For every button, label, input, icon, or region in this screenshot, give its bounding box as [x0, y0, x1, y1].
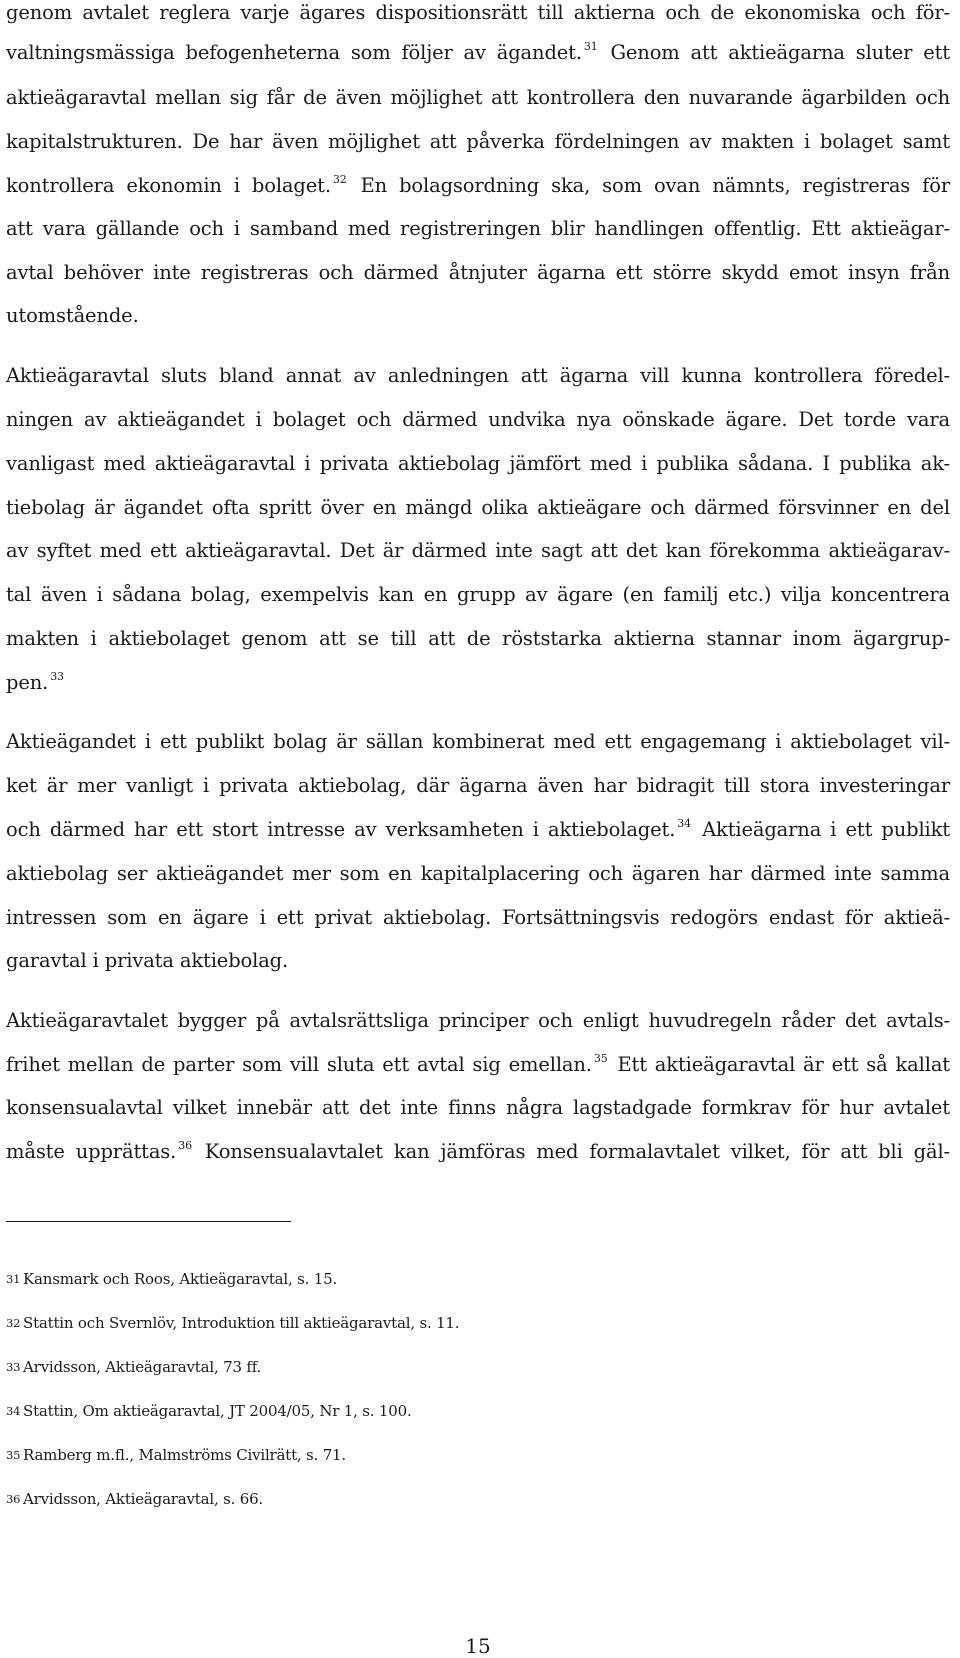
footnote-ref: 31 [583, 40, 598, 53]
text-line: garavtal i privata aktiebolag. [6, 949, 289, 972]
footnote-ref: 35 [593, 1052, 608, 1065]
footnote: 34 Stattin, Om aktieägaravtal, JT 2004/05, Nr 1, s. 100. [6, 1402, 412, 1420]
text-line: intressen som en ägare i ett privat aktiebolag. Fortsättningsvis redogörs endast för aktieä- [6, 906, 950, 929]
text-line: av syftet med ett aktieägaravtal. Det är därmed inte sagt att det kan förekomma aktieägarav- [6, 539, 950, 562]
text-line: Aktieägaravtal sluts bland annat av anledningen att ägarna vill kunna kontrollera föredel- [6, 364, 950, 387]
text-line: måste upprättas. $^{36}$ Konsensualavtalet kan jämföras med formalavtalet vilket, för att bli gäl- [6, 1139, 950, 1163]
footnote-separator [6, 1221, 291, 1222]
text-line: Aktieägandet i ett publikt bolag är sällan kombinerat med ett engagemang i aktiebolaget vil- [6, 730, 950, 753]
text-line: kontrollera ekonomin i bolaget. $^{32}$ En bolagsordning ska, som ovan nämnts, registreras för [6, 173, 950, 197]
page-number: 15 [465, 1634, 491, 1658]
document-page [6, 0, 950, 1657]
footnote: 33 Arvidsson, Aktieägaravtal, 73 ff. [6, 1358, 262, 1376]
text-line: frihet mellan de parter som vill sluta ett avtal sig emellan. $^{35}$ Ett aktieägaravtal är ett så kallat [6, 1052, 950, 1076]
footnote: 35 Ramberg m.fl., Malmströms Civilrätt, s. 71. [6, 1446, 346, 1464]
text-line: tal även i sådana bolag, exempelvis kan en grupp av ägare (en familj etc.) vilja koncentrera [6, 583, 950, 606]
footnote-ref: 33 [50, 670, 64, 683]
text-line: avtal behöver inte registreras och därmed åtnjuter ägarna ett större skydd emot insyn från [6, 261, 950, 284]
footnote-ref: 36 [178, 1139, 192, 1152]
text-line: ningen av aktieägandet i bolaget och därmed undvika nya oönskade ägare. Det torde vara [6, 408, 950, 431]
text-line: kapitalstrukturen. De har även möjlighet att påverka fördelningen av makten i bolaget samt [6, 130, 950, 153]
text-line: och därmed har ett stort intresse av verksamheten i aktiebolaget. $^{34}$ Aktieägarna i ett publikt [6, 817, 950, 841]
footnote-ref: 32 [332, 173, 347, 186]
text-line: genom avtalet reglera varje ägares dispositionsrätt till aktierna och de ekonomiska och för- [6, 1, 950, 24]
text-line: tiebolag är ägandet ofta spritt över en mängd olika aktieägare och därmed försvinner en del [6, 496, 950, 519]
text-line: aktiebolag ser aktieägandet mer som en kapitalplacering och ägaren har därmed inte samma [6, 862, 950, 885]
text-line: vanligast med aktieägaravtal i privata aktiebolag jämfört med i publika sådana. I publika ak- [6, 452, 950, 475]
text-line: utomstående. [6, 304, 139, 327]
footnote: 31 Kansmark och Roos, Aktieägaravtal, s. 15. [6, 1270, 338, 1288]
text-line: valtningsmässiga befogenheterna som följer av ägandet. $^{31}$ Genom att aktieägarna sluter ett [6, 40, 950, 64]
text-line: Aktieägaravtalet bygger på avtalsrättsliga principer och enligt huvudregeln råder det avtals- [6, 1009, 950, 1032]
text-line: ket är mer vanligt i privata aktiebolag, där ägarna även har bidragit till stora investeringar [6, 774, 950, 797]
text-line: aktieägaravtal mellan sig får de även möjlighet att kontrollera den nuvarande ägarbilden och [6, 86, 950, 109]
text-line: konsensualavtal vilket innebär att det inte finns några lagstadgade formkrav för hur avtalet [6, 1096, 950, 1119]
text-line: pen. $^{33}$ [6, 670, 64, 694]
footnote-ref: 34 [677, 817, 691, 830]
text-line: att vara gällande och i samband med registreringen blir handlingen offentlig. Ett aktieägar- [6, 217, 950, 240]
footnote: 32 Stattin och Svernlöv, Introduktion till aktieägaravtal, s. 11. [6, 1314, 460, 1332]
text-line: makten i aktiebolaget genom att se till att de röststarka aktierna stannar inom ägargrup- [6, 627, 950, 650]
footnote: 36 Arvidsson, Aktieägaravtal, s. 66. [6, 1490, 263, 1508]
